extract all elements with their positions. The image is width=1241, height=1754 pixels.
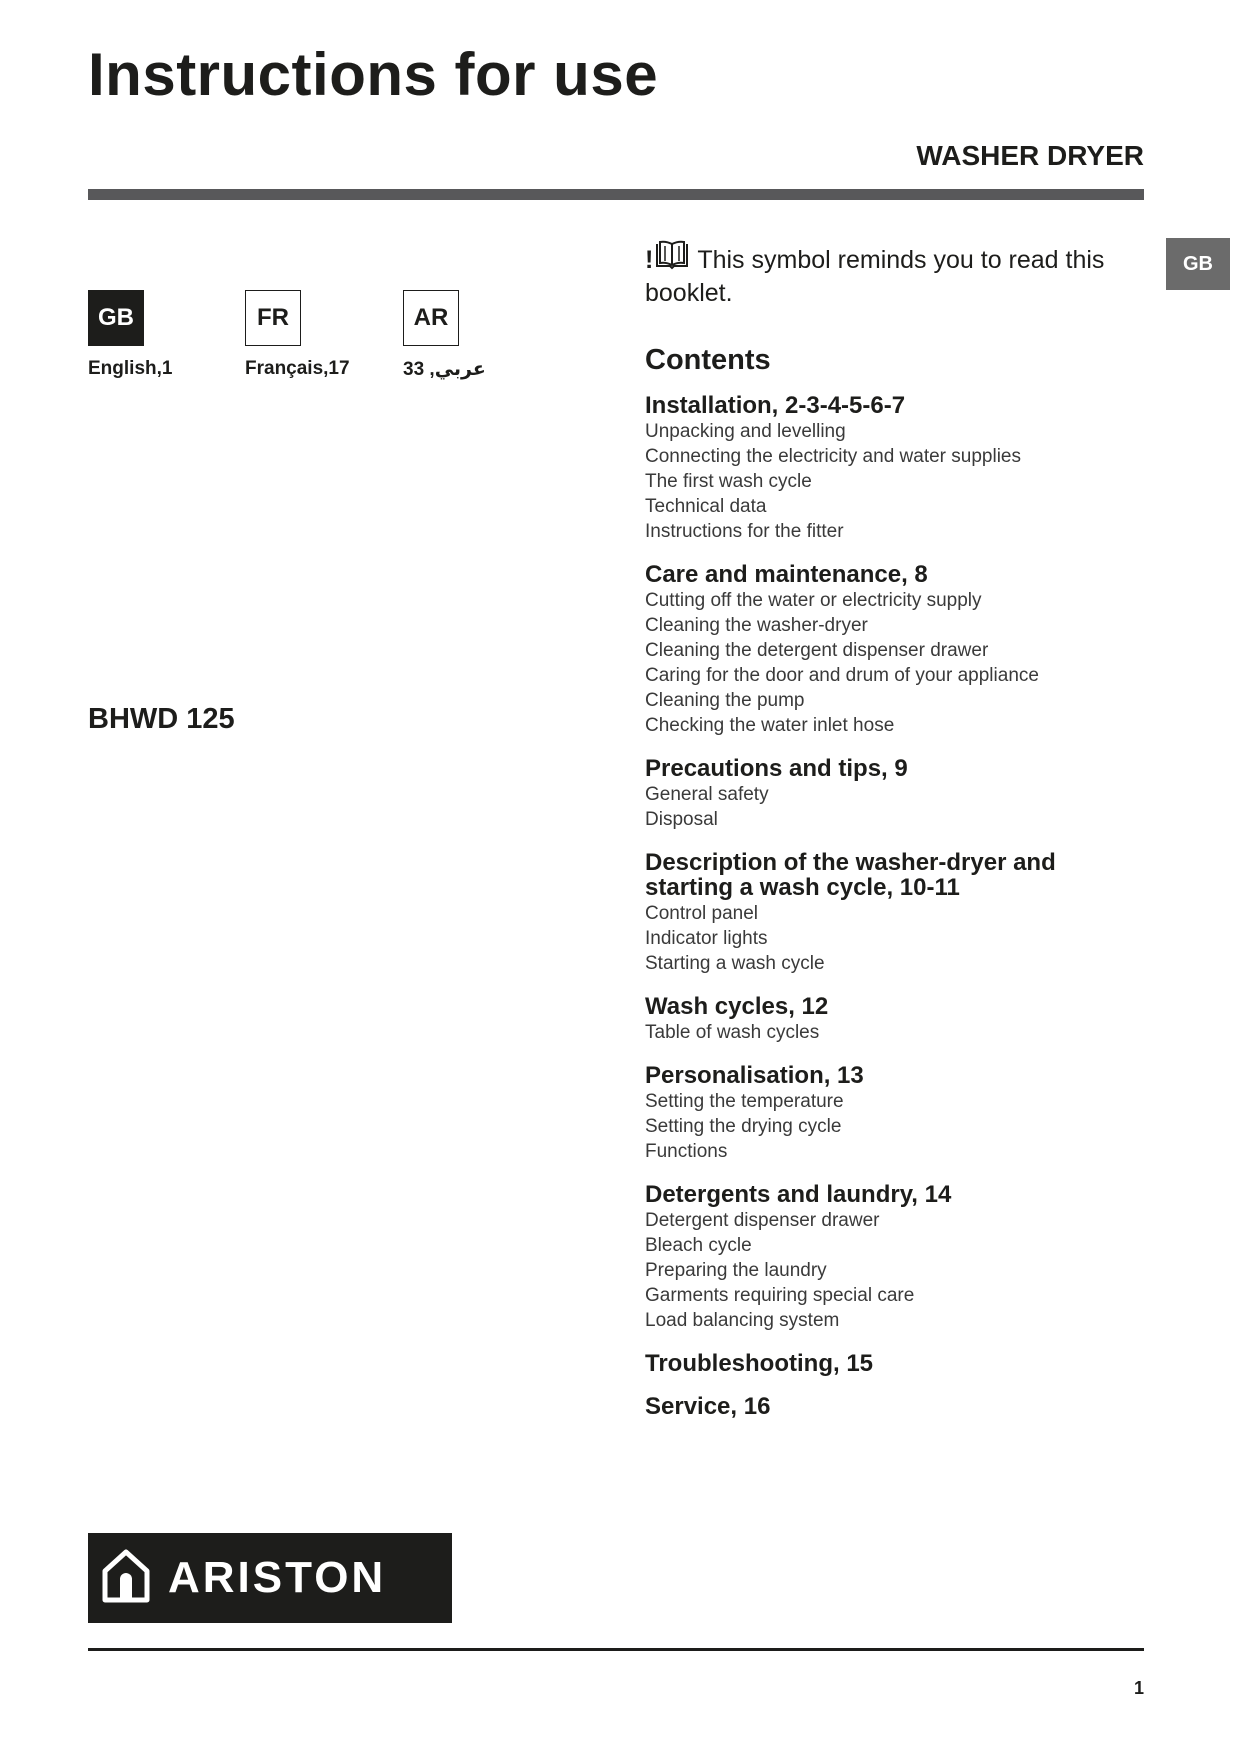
language-label: عربي, 33 bbox=[403, 359, 486, 380]
contents-section bbox=[645, 562, 1115, 738]
section-title: Precautions and tips, 9 bbox=[645, 755, 908, 782]
contents-section bbox=[645, 1063, 1115, 1164]
section-item: Setting the drying cycle bbox=[645, 1116, 842, 1137]
section-item: Instructions for the fitter bbox=[645, 521, 844, 542]
model-number: BHWD 125 bbox=[88, 703, 235, 735]
brand-name: ARISTON bbox=[168, 1553, 387, 1602]
section-item: The first wash cycle bbox=[645, 471, 812, 492]
section-title: Care and maintenance, 8 bbox=[645, 561, 928, 588]
section-item: Indicator lights bbox=[645, 928, 768, 949]
language-code-box: GB bbox=[88, 290, 144, 346]
section-item: Preparing the laundry bbox=[645, 1260, 827, 1281]
section-item: Control panel bbox=[645, 903, 759, 924]
table-of-contents bbox=[645, 344, 1115, 1437]
language-label: English,1 bbox=[88, 358, 173, 379]
contents-section bbox=[645, 850, 1115, 976]
language-code-box: AR bbox=[403, 290, 459, 346]
section-title: Wash cycles, 12 bbox=[645, 993, 829, 1020]
section-item: Checking the water inlet hose bbox=[645, 715, 895, 736]
section-item: Table of wash cycles bbox=[645, 1022, 820, 1043]
contents-section bbox=[645, 1182, 1115, 1333]
section-item: Starting a wash cycle bbox=[645, 953, 825, 974]
section-item: Garments requiring special care bbox=[645, 1285, 915, 1306]
section-item: Unpacking and levelling bbox=[645, 421, 846, 442]
contents-section bbox=[645, 994, 1115, 1045]
contents-section bbox=[645, 1351, 1115, 1376]
language-side-tab: GB bbox=[1166, 238, 1230, 290]
contents-section bbox=[645, 393, 1115, 544]
section-title: Troubleshooting, 15 bbox=[645, 1350, 874, 1377]
contents-sections bbox=[645, 393, 1115, 1419]
product-type: WASHER DRYER bbox=[916, 140, 1144, 171]
section-item: Cutting off the water or electricity supply bbox=[645, 590, 982, 611]
page-title: Instructions for use bbox=[88, 41, 659, 108]
open-book-icon bbox=[655, 240, 689, 278]
language-code-box: FR bbox=[245, 290, 301, 346]
section-item: Caring for the door and drum of your appliance bbox=[645, 665, 1039, 686]
section-title: Personalisation, 13 bbox=[645, 1062, 864, 1089]
contents-heading: Contents bbox=[645, 344, 771, 376]
section-title: Description of the washer-dryer and starting a wash cycle, 10-11 bbox=[645, 849, 1056, 901]
language-option-gb bbox=[88, 290, 228, 380]
section-title: Service, 16 bbox=[645, 1393, 771, 1420]
section-item: Setting the temperature bbox=[645, 1091, 844, 1112]
language-label: Français,17 bbox=[245, 358, 350, 379]
page-number: 1 bbox=[1133, 1678, 1144, 1698]
section-item: Cleaning the washer-dryer bbox=[645, 615, 868, 636]
section-item: Connecting the electricity and water supplies bbox=[645, 446, 1021, 467]
section-item: Bleach cycle bbox=[645, 1235, 752, 1256]
section-item: Cleaning the detergent dispenser drawer bbox=[645, 640, 989, 661]
section-item: Detergent dispenser drawer bbox=[645, 1210, 880, 1231]
section-title: Installation, 2-3-4-5-6-7 bbox=[645, 392, 906, 419]
section-item: General safety bbox=[645, 784, 769, 805]
ariston-logo bbox=[88, 1533, 452, 1623]
language-option-ar bbox=[403, 290, 543, 381]
house-logo-icon bbox=[102, 1549, 150, 1608]
section-item: Technical data bbox=[645, 496, 767, 517]
section-item: Functions bbox=[645, 1141, 728, 1162]
read-booklet-notice bbox=[645, 240, 1115, 309]
contents-section bbox=[645, 756, 1115, 832]
section-item: Cleaning the pump bbox=[645, 690, 805, 711]
contents-section bbox=[645, 1394, 1115, 1419]
top-divider bbox=[88, 189, 1144, 200]
section-title: Detergents and laundry, 14 bbox=[645, 1181, 952, 1208]
notice-exclamation: ! bbox=[645, 246, 654, 274]
notice-text: This symbol reminds you to read this booklet. bbox=[645, 246, 1105, 307]
section-item: Load balancing system bbox=[645, 1310, 840, 1331]
bottom-divider bbox=[88, 1648, 1144, 1651]
section-item: Disposal bbox=[645, 809, 718, 830]
language-option-fr bbox=[245, 290, 385, 380]
